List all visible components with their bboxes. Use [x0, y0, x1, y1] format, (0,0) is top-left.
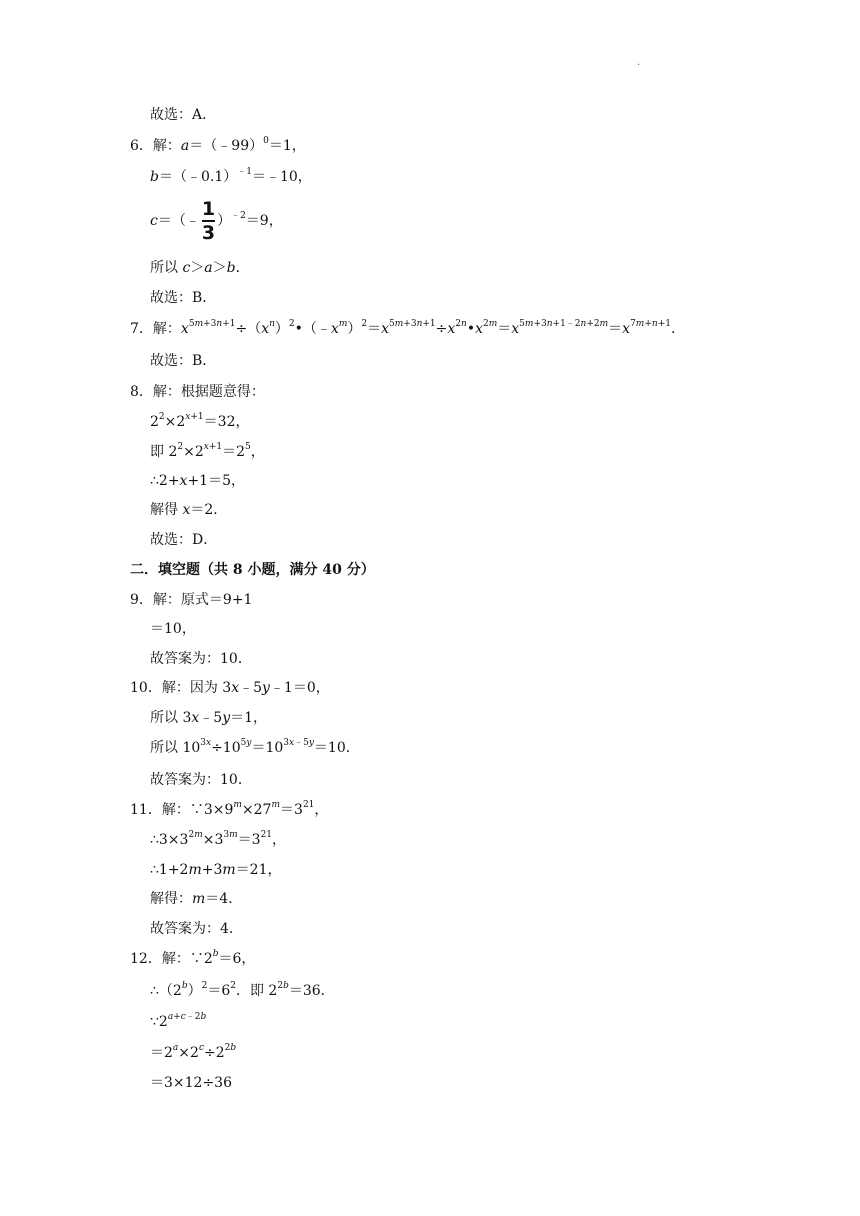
q8-line-1: 8．解：根据题意得：: [130, 384, 265, 400]
q8-line-2: $2^2\times 2^{x+1}=32$，: [150, 412, 250, 430]
q11-line-3: ∴1+2m+3m＝21，: [150, 862, 282, 878]
q8-answer: 故选：D．: [150, 532, 218, 548]
q9-line-2: ＝10，: [150, 621, 196, 637]
q6-line-4: 所以 c＞a＞b．: [150, 260, 250, 276]
q12-line-4: $=2^a\times 2^c\div 2^{2b}$: [150, 1043, 237, 1061]
fraction-one-third: $\frac{1}{3}$: [201, 198, 216, 244]
q11-line-1: 11．解：$\because 3\times 9^m\times 27^m=3^{21}$，: [130, 800, 329, 818]
q6-line-1: 6．解：a＝（﹣99）$^0$＝1，: [130, 136, 306, 154]
q12-line-2: $\therefore(2^b)^2=6^2$．即 $2^{2b}=36$．: [150, 981, 335, 999]
q7-answer: 故选：B．: [150, 353, 217, 369]
q9-line-1: 9．解：原式＝9+1: [130, 592, 253, 608]
q8-line-4: ∴2+x+1＝5，: [150, 473, 245, 489]
q6-line-3: c＝（﹣ $\frac{1}{3}$ ）$^{﹣2}$＝9，: [150, 198, 283, 244]
q11-line-4: 解得：m＝4．: [150, 891, 243, 907]
q9-answer: 故答案为：10．: [150, 651, 252, 667]
q6-line-2: b＝（﹣0.1）$^{﹣1}$＝﹣10，: [150, 167, 312, 185]
q8-line-5: 解得 x＝2．: [150, 502, 228, 518]
q11-answer: 故答案为：4．: [150, 921, 243, 937]
q11-line-2: $\therefore 3\times 3^{2m}\times 3^{3m}=3^{21}$，: [150, 830, 287, 848]
section-title-fill-in: 二．填空题（共 8 小题，满分 40 分）: [130, 562, 375, 578]
q10-line-3: 所以 $10^{3x}\div 10^{5y}=10^{3x﹣5y}=10$．: [150, 738, 360, 756]
header-mark: ·: [637, 60, 641, 71]
q7-line-1: 7．解：$x^{5m+3n+1}\div(x^n)^2•(﹣x^m)^2=x^{5m+3n+1}\div x^{2n}•x^{2m}=x^{5m+3n+1﹣2n+2m}=x^{7m+n+1}$．: [130, 319, 685, 337]
q12-line-1: 12．解：$\because 2^b=6$，: [130, 949, 256, 967]
q8-line-3: 即 $2^2\times 2^{x+1}=2^5$，: [150, 442, 265, 460]
q6-answer: 故选：B．: [150, 290, 217, 306]
q12-line-3: $\because 2^{a+c﹣2b}$: [150, 1012, 207, 1030]
q10-line-2: 所以 3x﹣5y＝1，: [150, 710, 268, 726]
q10-line-1: 10．解：因为 3x﹣5y﹣1＝0，: [130, 680, 330, 696]
q5-answer: 故选：A．: [150, 107, 217, 123]
q10-answer: 故答案为：10．: [150, 772, 252, 788]
q12-line-5: ＝3×12÷36: [150, 1075, 232, 1091]
